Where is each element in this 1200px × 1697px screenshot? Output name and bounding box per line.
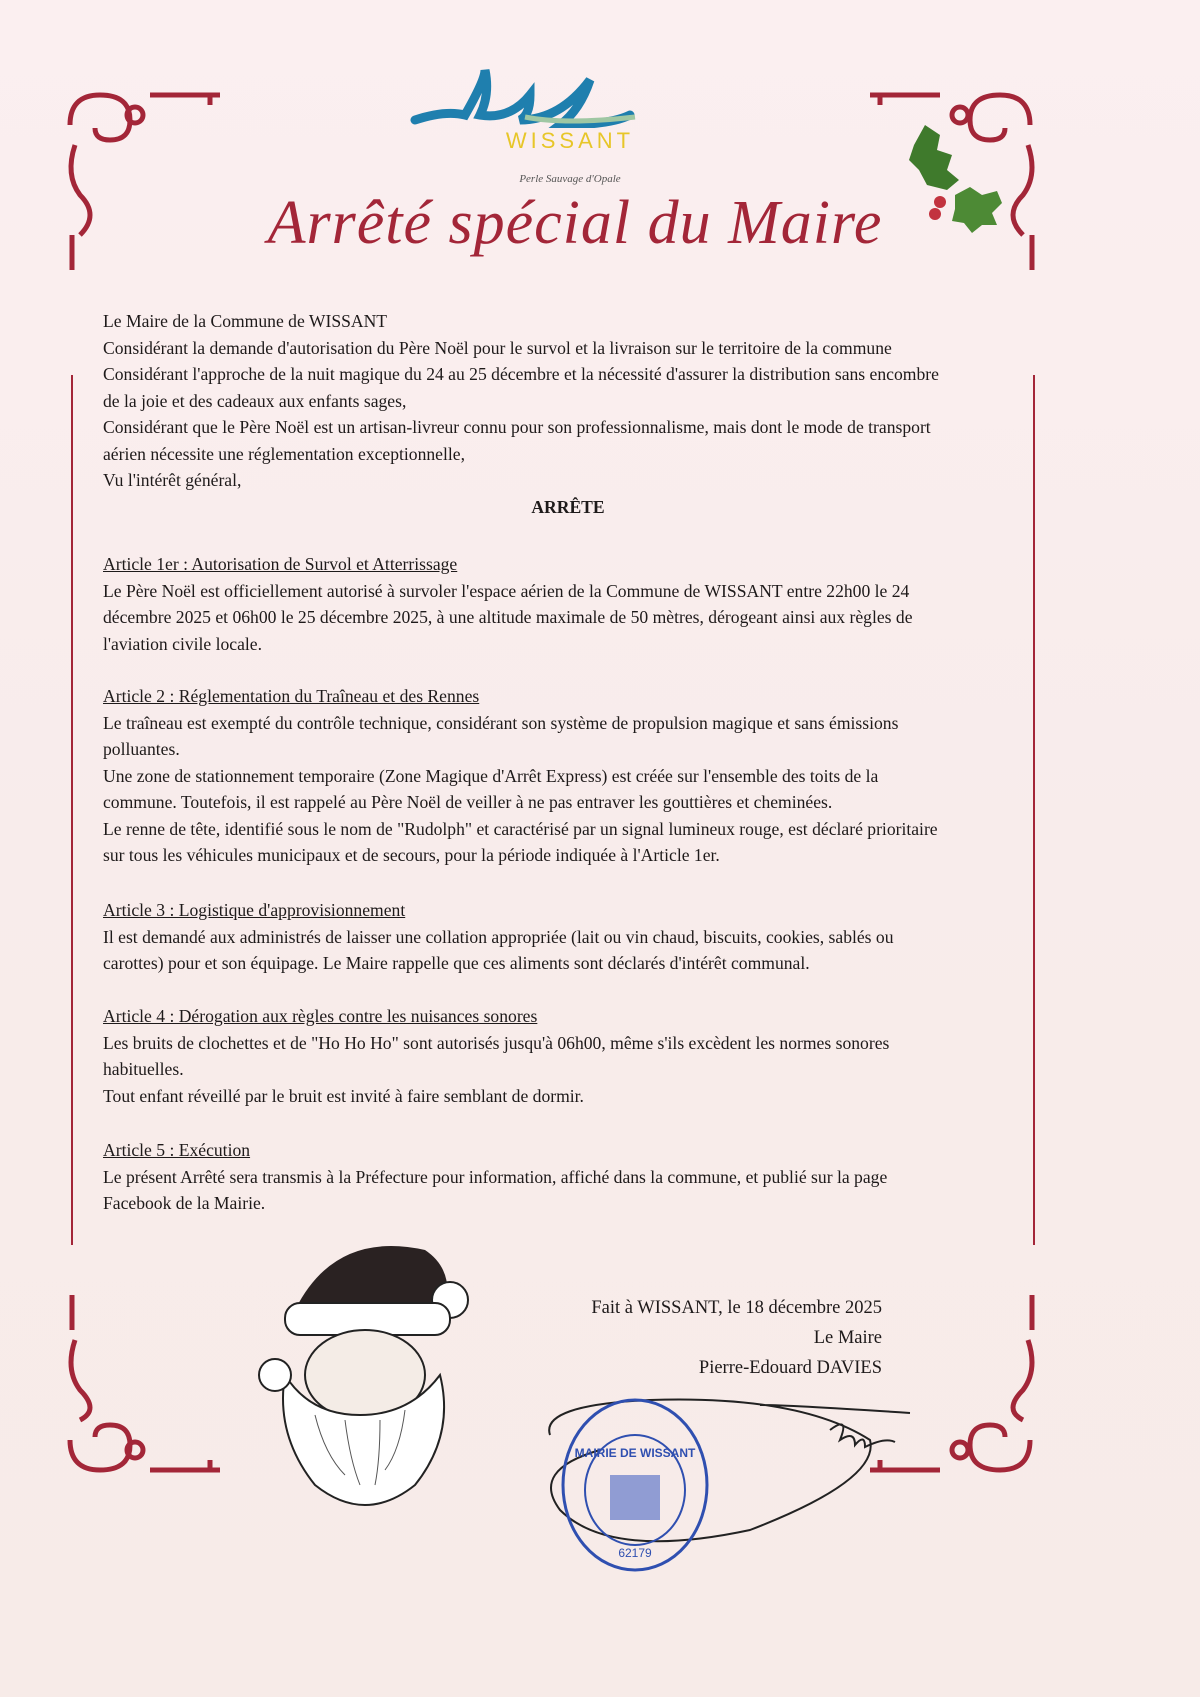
arrete-heading: ARRÊTE	[531, 497, 605, 517]
article-heading: Article 2 : Réglementation du Traîneau et des Rennes	[103, 686, 480, 706]
intro-line: aérien nécessite une réglementation exceptionnelle,	[103, 443, 465, 464]
intro-line: Considérant la demande d'autorisation du Père Noël pour le survol et la livraison sur le territoire de la commune	[103, 337, 892, 358]
signature-place-date: Fait à WISSANT, le 18 décembre 2025	[591, 1298, 882, 1318]
intro-line: Considérant que le Père Noël est un artisan-livreur connu pour son professionnalisme, mais dont le mode de transport	[103, 417, 931, 437]
article-5	[103, 1137, 1043, 1217]
logo-tagline: Perle Sauvage d'Opale	[519, 173, 621, 185]
article-heading: Article 4 : Dérogation aux règles contre les nuisances sonores	[103, 1006, 538, 1026]
seal-postcode: 62179	[618, 1546, 652, 1560]
seal-text: MAIRIE DE WISSANT	[574, 1446, 696, 1460]
article-1	[103, 551, 1043, 657]
intro-line: Le Maire de la Commune de WISSANT	[103, 311, 388, 331]
article-heading: Article 1er : Autorisation de Survol et Atterrissage	[103, 554, 458, 574]
article-4	[103, 1003, 1043, 1109]
article-line: polluantes.	[103, 739, 180, 759]
article-2	[103, 683, 1043, 869]
wissant-logo-waves	[405, 62, 645, 128]
left-border-line	[71, 375, 73, 1245]
corner-ornament-bottom-left	[60, 1290, 230, 1480]
article-line: Le traîneau est exempté du contrôle technique, considérant son système de propulsion magique et sans émissions	[103, 712, 899, 733]
article-line: Facebook de la Mairie.	[103, 1193, 266, 1213]
page-title: Arrêté spécial du Maire	[267, 189, 883, 257]
article-line: Il est demandé aux administrés de laisser une collation appropriée (lait ou vin chaud, biscuits, cookies, sablés ou	[103, 926, 894, 947]
article-heading: Article 3 : Logistique d'approvisionnement	[103, 900, 406, 920]
article-line: Le renne de tête, identifié sous le nom de "Rudolph" et caractérisé par un signal lumineux rouge, est déclaré prioritaire	[103, 818, 938, 839]
article-line: Les bruits de clochettes et de "Ho Ho Ho" sont autorisés jusqu'à 06h00, même s'ils excèdent les normes sonores	[103, 1032, 890, 1053]
mairie-seal	[555, 1395, 715, 1575]
article-line: Le présent Arrêté sera transmis à la Préfecture pour information, affiché dans la commune, et publié sur la page	[103, 1166, 888, 1187]
article-line: décembre 2025 et 06h00 le 25 décembre 2025, à une altitude maximale de 50 mètres, dérogeant ainsi aux règles de	[103, 607, 913, 627]
intro-line: Vu l'intérêt général,	[103, 470, 242, 490]
article-line: sur tous les véhicules municipaux et de secours, pour la période indiquée à l'Article 1er.	[103, 845, 720, 865]
intro-line: de la joie et des cadeaux aux enfants sages,	[103, 390, 407, 411]
article-3	[103, 897, 1043, 977]
article-heading: Article 5 : Exécution	[103, 1140, 251, 1160]
article-line: l'aviation civile locale.	[103, 633, 263, 654]
article-line: Une zone de stationnement temporaire (Zone Magique d'Arrêt Express) est créée sur l'ensemble des toits de la	[103, 765, 879, 786]
signature-role: Le Maire	[813, 1328, 882, 1348]
article-line: commune. Toutefois, il est rappelé au Père Noël de veiller à ne pas entraver les gouttières et cheminées.	[103, 792, 833, 812]
corner-ornament-top-left	[60, 85, 230, 275]
signature-name: Pierre-Edouard DAVIES	[698, 1358, 882, 1378]
article-line: Le Père Noël est officiellement autorisé à survoler l'espace aérien de la Commune de WISSANT entre 22h00 le 24	[103, 580, 910, 601]
logo-name: WISSANT	[505, 128, 635, 153]
intro-line: Considérant l'approche de la nuit magique du 24 au 25 décembre et la nécessité d'assurer la distribution sans encombre	[103, 364, 939, 384]
santa-illustration	[255, 1225, 480, 1515]
article-line: carottes) pour et son équipage. Le Maire rappelle que ces aliments sont déclarés d'intérêt communal.	[103, 953, 810, 973]
article-line: habituelles.	[103, 1059, 184, 1079]
intro-section	[103, 308, 1043, 494]
article-line: Tout enfant réveillé par le bruit est invité à faire semblant de dormir.	[103, 1085, 584, 1106]
